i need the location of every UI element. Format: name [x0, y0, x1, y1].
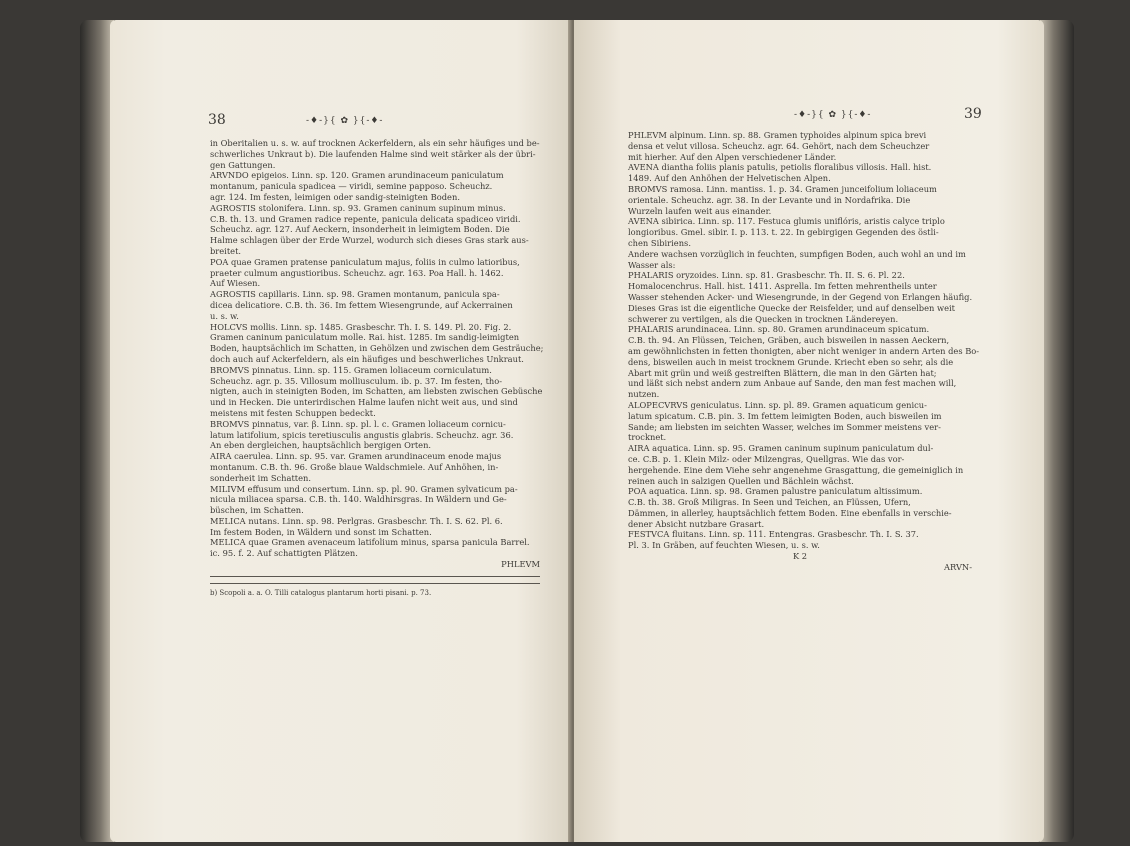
text-line: und in Hecken. Die unterirdischen Halme laufen nicht weit aus, und sind	[210, 397, 518, 408]
page-body	[628, 130, 980, 573]
text-line: hergehende. Eine dem Viehe sehr angenehme Grasgattung, die gemeiniglich in	[628, 464, 964, 475]
text-line: PHALARIS oryzoides. Linn. sp. 81. Grasbeschr. Th. II. S. 6. Pl. 22.	[628, 270, 905, 281]
text-line: MILIVM effusum und consertum. Linn. sp. pl. 90. Gramen sylvaticum pa-	[210, 483, 518, 494]
signature-mark: K 2	[792, 551, 808, 562]
text-line: nigten, auch in steinigten Boden, im Schatten, am liebsten zwischen Gebüsche	[210, 386, 543, 397]
text-line: dicea delicatiore. C.B. th. 36. Im fettem Wiesengrunde, auf Ackerrainen	[210, 299, 513, 310]
text-line: C.B. th. 13. und Gramen radice repente, panicula delicata spadiceo viridi.	[210, 213, 521, 224]
text-line: AGROSTIS stolonifera. Linn. sp. 93. Gramen caninum supinum minus.	[210, 202, 506, 213]
text-line: und läßt sich nebst andern zum Anbaue auf Sande, den man fest machen will,	[628, 378, 957, 389]
text-line: MELICA quae Gramen avenaceum latifolium minus, sparsa panicula Barrel.	[210, 537, 530, 548]
text-line: sonderheit im Schatten.	[210, 472, 312, 483]
text-line: büschen, im Schatten.	[210, 505, 304, 516]
text-line: AIRA aquatica. Linn. sp. 95. Gramen caninum supinum paniculatum dul-	[628, 443, 934, 454]
text-line: 1489. Auf den Anhöhen der Helvetischen Alpen.	[628, 173, 831, 184]
footnote: b) Scopoli a. a. O. Tilli catalogus plantarum horti pisani. p. 73.	[210, 588, 432, 597]
text-line: BROMVS pinnatus. Linn. sp. 115. Gramen loliaceum corniculatum.	[210, 364, 492, 375]
text-line: Boden, hauptsächlich im Schatten, in Gehölzen und zwischen dem Gesträuche;	[210, 343, 544, 354]
text-line: breitet.	[210, 245, 242, 256]
text-line: in Oberitalien u. s. w. auf trocknen Ackerfeldern, als ein sehr häufiges und be-	[210, 138, 540, 148]
text-line: Andere wachsen vorzüglich in feuchten, sumpfigen Boden, auch wohl an und im	[628, 248, 966, 259]
text-line: Gramen caninum paniculatum molle. Rai. hist. 1285. Im sandig-leimigten	[210, 332, 520, 343]
text-line: Halme schlagen über der Erde Wurzel, wodurch sich dieses Gras stark aus-	[210, 235, 529, 246]
catchword: ARVN-	[944, 561, 972, 572]
text-line: reinen auch in salzigen Quellen und Bächlein wächst.	[628, 475, 854, 486]
book-spread	[28, 20, 1114, 842]
text-line: Wurzeln laufen weit aus einander.	[628, 205, 772, 216]
page-body	[210, 138, 544, 599]
text-line: Im festem Boden, in Wäldern und sonst im Schatten.	[210, 526, 432, 537]
text-line: Dieses Gras ist die eigentliche Quecke der Reisfelder, und auf denselben weit	[628, 302, 955, 313]
text-line: Dämmen, in allerley, hauptsächlich fettem Boden. Eine ebenfalls in verschie-	[628, 507, 952, 518]
text-line: AVENA diantha foliis planis patulis, petiolis floralibus villosis. Hall. hist.	[628, 162, 932, 173]
text-line: PHLEVM alpinum. Linn. sp. 88. Gramen typhoides alpinum spica brevi	[628, 130, 927, 140]
text-line: dens, bisweilen auch in meist trocknem Grunde. Kriecht eben so sehr, als die	[628, 356, 954, 367]
text-line: C.B. th. 94. An Flüssen, Teichen, Gräben, auch bisweilen in nassen Aeckern,	[628, 335, 950, 346]
text-line: PHALARIS arundinacea. Linn. sp. 80. Gramen arundinaceum spicatum.	[628, 324, 930, 335]
text-line: ARVNDO epigeios. Linn. sp. 120. Gramen arundinaceum paniculatum	[210, 170, 504, 181]
text-line: mit hierher. Auf den Alpen verschiedener Länder.	[628, 151, 837, 162]
text-line: Wasser stehenden Acker- und Wiesengrunde, in der Gegend von Erlangen häufig.	[628, 291, 973, 302]
text-line: Auf Wiesen.	[210, 278, 261, 289]
text-line: Sande; am liebsten im seichten Wasser, welches im Sommer meistens ver-	[628, 421, 941, 432]
text-line: orientale. Scheuchz. agr. 38. In der Levante und in Nordafrika. Die	[628, 194, 911, 205]
text-line: ce. C.B. p. 1. Klein Milz- oder Milzengras, Quellgras. Wie das vor-	[628, 453, 905, 464]
book-cover-left	[80, 20, 114, 842]
text-line: AIRA caerulea. Linn. sp. 95. var. Gramen arundinaceum enode majus	[210, 451, 502, 462]
text-line: latum latifolium, spicis teretiusculis angustis glabris. Scheuchz. agr. 36.	[210, 429, 514, 440]
text-line: Abart mit grün und weiß gestreiften Blättern, die man in den Gärten hat;	[628, 367, 937, 378]
text-line: meistens mit festen Schuppen bedeckt.	[210, 407, 376, 418]
text-line: agr. 124. Im festen, leimigen oder sandig-steinigten Boden.	[210, 191, 460, 202]
header-ornament: -♦-}{ ✿ }{-♦-	[794, 110, 872, 120]
text-line: HOLCVS mollis. Linn. sp. 1485. Grasbeschr. Th. I. S. 149. Pl. 20. Fig. 2.	[210, 321, 512, 332]
text-line: schwerer zu vertilgen, als die Quecken in trocknen Ländereyen.	[628, 313, 899, 324]
text-line: am gewöhnlichsten in fetten thonigten, aber nicht weniger in andern Arten des Bo-	[628, 345, 980, 356]
left-page	[110, 20, 572, 842]
text-line: dener Absicht nutzbare Grasart.	[628, 518, 765, 529]
page-number: 39	[964, 106, 982, 122]
text-line: praeter culmum angustioribus. Scheuchz. agr. 163. Poa Hall. h. 1462.	[210, 267, 504, 278]
text-line: doch auch auf Ackerfeldern, als ein häufiges und beschwerliches Unkraut.	[210, 353, 524, 364]
text-line: An eben dergleichen, hauptsächlich bergigen Orten.	[210, 440, 432, 451]
text-line: ic. 95. f. 2. Auf schattigten Plätzen.	[210, 548, 358, 559]
text-line: BROMVS pinnatus, var. β. Linn. sp. pl. l. c. Gramen loliaceum cornicu-	[210, 418, 506, 429]
text-line: POA aquatica. Linn. sp. 98. Gramen palustre paniculatum altissimum.	[628, 486, 923, 497]
text-line: montanum, panicula spadicea — viridi, semine papposo. Scheuchz.	[210, 181, 493, 192]
text-line: nicula miliacea sparsa. C.B. th. 140. Waldhirsgras. In Wäldern und Ge-	[210, 494, 507, 505]
text-line: Scheuchz. agr. 127. Auf Aeckern, insonderheit in leimigtem Boden. Die	[210, 224, 510, 235]
text-line: BROMVS ramosa. Linn. mantiss. 1. p. 34. Gramen junceifolium loliaceum	[628, 183, 937, 194]
text-line: densa et velut villosa. Scheuchz. agr. 64. Gehört, nach dem Scheuchzer	[628, 140, 930, 151]
text-line: FESTVCA fluitans. Linn. sp. 111. Entengras. Grasbeschr. Th. I. S. 37.	[628, 529, 919, 540]
text-line: ALOPECVRVS geniculatus. Linn. sp. pl. 89. Gramen aquaticum genicu-	[628, 399, 927, 410]
text-line: Wasser als:	[628, 259, 676, 270]
text-line: Scheuchz. agr. p. 35. Villosum molliusculum. ib. p. 37. Im festen, tho-	[210, 375, 503, 386]
text-line: latum spicatum. C.B. pin. 3. Im fettem leimigten Boden, auch bisweilen im	[628, 410, 942, 421]
text-line: chen Sibiriens.	[628, 237, 691, 248]
text-line: montanum. C.B. th. 96. Große blaue Waldschmiele. Auf Anhöhen, in-	[210, 461, 499, 472]
footnote-rule	[210, 576, 540, 584]
text-line: schwerliches Unkraut b). Die laufenden Halme sind weit stärker als der übri-	[210, 148, 536, 159]
text-line: u. s. w.	[210, 310, 239, 321]
text-line: trocknet.	[628, 432, 667, 443]
text-line: C.B. th. 38. Groß Miligras. In Seen und Teichen, an Flüssen, Ufern,	[628, 497, 911, 508]
text-line: MELICA nutans. Linn. sp. 98. Perlgras. Grasbeschr. Th. I. S. 62. Pl. 6.	[210, 515, 503, 526]
text-line: nutzen.	[628, 389, 660, 400]
header-ornament: -♦-}{ ✿ }{-♦-	[306, 116, 384, 126]
text-line: Pl. 3. In Gräben, auf feuchten Wiesen, u. s. w.	[628, 540, 820, 551]
text-line: Homalocenchrus. Hall. hist. 1411. Asprella. Im fetten mehrentheils unter	[628, 281, 937, 292]
catchword: PHLEVM	[501, 559, 540, 570]
book-cover-right	[1040, 20, 1074, 842]
text-line: POA quae Gramen pratense paniculatum majus, foliis in culmo latioribus,	[210, 256, 520, 267]
text-line: longioribus. Gmel. sibir. I. p. 113. t. 22. In gebirgigen Gegenden des östli-	[628, 227, 939, 238]
text-line: gen Gattungen.	[210, 159, 276, 170]
right-page	[574, 20, 1044, 842]
page-number: 38	[208, 112, 226, 128]
text-line: AGROSTIS capillaris. Linn. sp. 98. Gramen montanum, panicula spa-	[210, 289, 500, 300]
text-line: AVENA sibirica. Linn. sp. 117. Festuca glumis uniflóris, aristis calyce triplo	[628, 216, 945, 227]
